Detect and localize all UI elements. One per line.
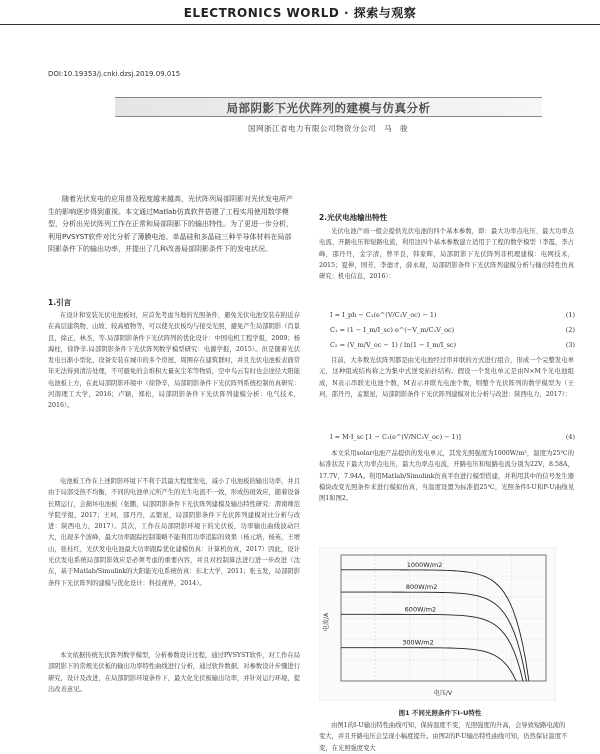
equation-4 xyxy=(330,433,575,441)
section2-paragraph-3: 本文采用solar电池产品提供的发电单元，其发光照强度为1000W/m²，温度为25℃的标准状况下最大功率点电压，最大功率点电流，开路电压和短路电流分别为22V，8.58A，17.7V，7.94A。利用Matlab/Simulink仿真平台进行模型搭建，并利用其中的信号发生器模块改变光照条件来进行模拟仿真，当温度设置为标准值25℃，光照条件I-U和P-U曲线见图1和图2。 xyxy=(319,450,574,503)
equation-3-text: C₂ = (V_m/V_oc − 1) / ln(1 − I_m/I_sc) xyxy=(330,341,457,349)
equation-1-text: I = I_ph − C₁(e^(V/C₂V_oc) − 1) xyxy=(330,311,437,319)
equation-3 xyxy=(330,341,575,349)
journal-name: ELECTRONICS WORLD · 探索与观察 xyxy=(183,6,417,20)
intro-paragraph-1: 在设计和安装光伏电池板时，应首先考虑当地的光照条件，避免光伏电池安装在附近存在高层建筑物、山坡、较高植物等，可以使光伏板均与接受光照，避免产生局部阴影（肖景良，徐正，林杰，等.局部阴影条件下光伏阵列的优化设计：中国电机工程学报，2009；杨海柱，徐铮辛.局部阴影条件下光伏阵列数学模型研究：电源学报，2015）。但是随着光伏发电日渐小型化，设备安装在城市的多个房屋，周围存在建筑群时，并且光伏电池板表面常年无法得到清洁处理，不可避免的会堆积大量灰尘苯等物质，空中鸟云有时也会途径大阳能电池板上方，在此局部阴影环境中（徐铮辛，局部阴影条件下光伏阵列系统控制仿真研究：河南理工大学，2016；卢颖，郑松，局部阴影条件下光伏阵列建模分析：电气技术，2016）。 xyxy=(48,312,300,410)
author-line: 国网浙江省电力有限公司物资分公司 马 骏 xyxy=(248,124,408,133)
equation-2-number: (2) xyxy=(565,326,575,334)
iv-curve-chart xyxy=(319,547,556,701)
series-label: 300W/m2 xyxy=(402,638,434,647)
section-heading-2: 2.光伏电池输出特性 xyxy=(319,213,388,222)
equation-2-text: C₁ = (1 − I_m/I_sc) e^(−V_m/C₂V_oc) xyxy=(330,326,455,334)
equation-4-number: (4) xyxy=(565,433,575,441)
section2-paragraph-4: 由图1的I-U输出特性曲线可知，保持温度不变，光照强度的升高，会导致短路电流的变大，并且开路电压会呈现小幅度提升。由图2的P-U输出特性曲线可知，仍然保证温度不变，在光照强度变大 xyxy=(319,722,568,752)
series-label: 1000W/m2 xyxy=(406,560,443,569)
y-axis-label: 电流/A xyxy=(323,612,330,632)
doi: DOI:10.19353/j.cnki.dzsj.2019.09.015 xyxy=(48,70,181,78)
paper-title: 局部阴影下光伏阵列的建模与仿真分析 xyxy=(226,101,431,115)
equation-1 xyxy=(330,311,575,319)
intro-paragraph-3: 本文依据传统光伏阵列数学模型，分析参数设计过程，通过PVSYST软件，对工作在局部阴影下的常规光伏板的输出功率特性曲线进行分析，通过软件数据，对参数设计步骤进行研究，设计及改进，在局部阴影环境条件下，最大化光伏板输出功率，并针对运行环境，提出改善意见。 xyxy=(48,652,300,693)
equation-3-number: (3) xyxy=(565,341,575,349)
series-label: 600W/m2 xyxy=(404,605,437,614)
x-axis-label: 电压/V xyxy=(433,690,453,697)
abstract: 随着光伏发电的应用普及程度越来越高，光伏阵列局部阴影对光伏发电所产生的影响逐步得到重视。本文通过Matlab仿真软件搭建了工程实用使用数学模型，分析出光伏阵列工作在正常和局部阴影下的输出特性。为了更进一步分析，利用PVSYST软件对比分析了薄膜电池、单晶硅和多晶硅三种半导体材料在局部阴影条件下的输出功率，并提出了几种改善局部阴影条件下的发电状况。 xyxy=(48,195,293,253)
section2-paragraph-1: 光伏电池产商一般会提供光伏电池的四个基本参数，即：最大功率点电压、最大功率点电流、开路电压和短路电流，利用这四个基本参数建立适用于工程的数学模型（李霞，李占峰，邵丹丹，金宇清，曾平良，韩家辉，局部阴影下光伏阵列非机理建模：电网技术，2015；夏伸，国芳，李德才，薛永琨，局部阴影条件下光伏阵列建模分析与输出特性仿真研究：机电信息，2016）： xyxy=(319,228,574,281)
figure-caption: 图1 不同光照条件下I–U特性 xyxy=(398,709,482,717)
section2-paragraph-2: 目前，大多数光伏阵列都是由光电池经过串并联的方式进行组合，形成一个完整发电单元，这种组成结构称之为集中式逆变拓扑结构。假设一个发电单元是由N×M个光电池组成，N表示串联光电池个数，M表示并联光电池个数，则整个光伏阵列的数学模型为（王珂，邵丹丹，孟繁星，局部阴影条件下光伏阵列建模对比分析与改进：陕西电力，2017）： xyxy=(319,357,574,398)
equation-4-text: I = M·I_sc [1 − C₁(e^(V/NC₂V_oc) − 1)] xyxy=(330,433,461,441)
intro-paragraph-2: 电池板工作在上述阴影环境下不利于其最大程度发电，减小了电池板的输出功率，并且由于局部受热不均衡，不同的电池单元所产生的光生电流不一致，形成热斑效应，随着设备长期运行，会损坏电池板（张鹏，局部阴影条件下光伏阵列建模及输出特性研究：渭南师范学院学报，2017；王珂，邵丹丹，孟繁星，局部阴影条件下光伏阵列建模对比分析与改进：陕西电力，2017）。其次，工作在局部阴影环境下的光伏板，功率输出曲线波动巨大，出现多个波峰，最大功率跟踪控制策略不能利用功率追踪的效果（杨元培，杨英，王增山，张桂红，光伏发电电池最大功率跟踪优化建模仿真：计算机仿真，2017）因此，设计光伏发电系统局部阴影效应是必须考虑的重要内容，并且对控制算法进行进一步改进（沈东，基于Matlab/Simulink的大阳能光电系统仿真：东北大学，2011；张玉发，局部阴影条件下光伏阵列的建模与优化设计：科技视界，2014）。 xyxy=(48,478,300,587)
series-label: 800W/m2 xyxy=(405,583,438,592)
title-bar xyxy=(115,97,542,117)
equation-2 xyxy=(330,326,575,334)
equation-1-number: (1) xyxy=(565,311,575,319)
journal-header xyxy=(0,0,600,25)
section-heading-intro: 1.引言 xyxy=(48,298,72,307)
